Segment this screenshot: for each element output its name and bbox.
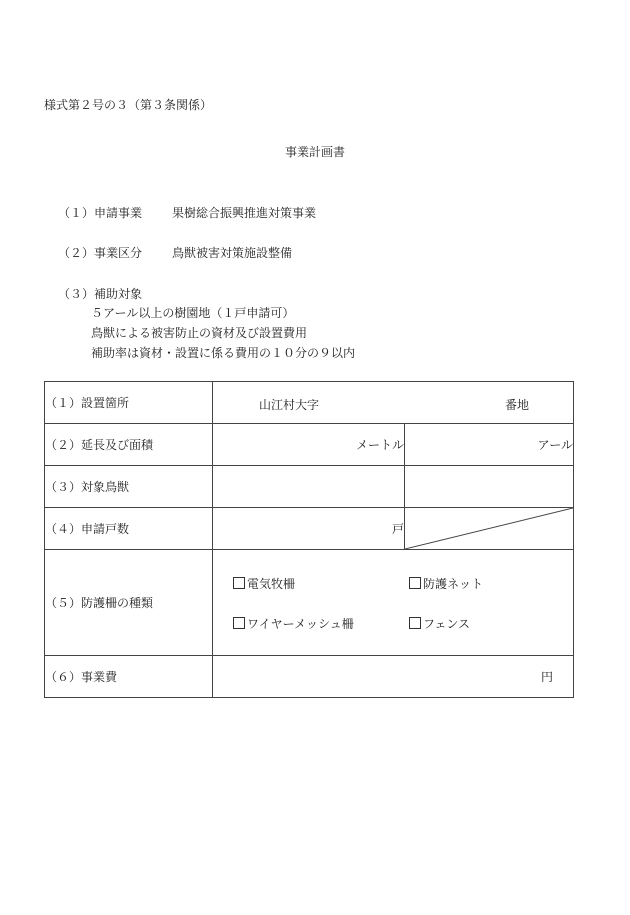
subsidy-target-line-2: 鳥獣による被害防止の資材及び設置費用 <box>91 326 308 340</box>
project-cost-label: （６）事業費 <box>45 656 213 698</box>
option-electric-fence[interactable] <box>233 575 295 592</box>
project-category-value: 鳥獣被害対策施設整備 <box>172 246 293 260</box>
banchi-label: 番地 <box>504 398 529 412</box>
form-number: 様式第２号の３（第３条関係） <box>44 98 213 112</box>
option-protective-net[interactable] <box>409 575 483 592</box>
household-unit: 戸 <box>391 522 404 536</box>
application-project-line <box>58 204 316 221</box>
checkbox-icon[interactable] <box>233 617 245 629</box>
checkbox-icon[interactable] <box>409 617 421 629</box>
are-unit: アール <box>537 438 573 452</box>
households-field[interactable] <box>213 508 405 550</box>
location-label: （１）設置箇所 <box>45 382 213 424</box>
subsidy-target-line-3: 補助率は資材・設置に係る費用の１０分の９以内 <box>91 346 356 360</box>
plan-table <box>44 381 574 698</box>
table-row <box>45 424 574 466</box>
location-field[interactable] <box>213 382 574 424</box>
checkbox-icon[interactable] <box>233 577 245 589</box>
table-row <box>45 466 574 508</box>
crossed-out-cell <box>405 508 574 550</box>
option-label: ワイヤーメッシュ柵 <box>247 616 354 631</box>
meter-unit: メートル <box>355 438 404 452</box>
households-label: （４）申請戸数 <box>45 508 213 550</box>
document-title: 事業計画書 <box>284 145 345 159</box>
table-row <box>45 508 574 550</box>
diagonal-line <box>405 508 573 549</box>
option-fence[interactable] <box>409 615 470 632</box>
yen-unit: 円 <box>540 670 553 684</box>
target-animals-extra-field[interactable] <box>405 466 574 508</box>
table-row <box>45 656 574 698</box>
fence-type-label: （５）防護柵の種類 <box>45 550 213 656</box>
option-label: 電気牧柵 <box>247 576 296 591</box>
village-label: 山江村大字 <box>259 398 320 412</box>
area-field[interactable] <box>405 424 574 466</box>
checkbox-icon[interactable] <box>409 577 421 589</box>
option-wire-mesh[interactable] <box>233 615 354 632</box>
length-area-label: （２）延長及び面積 <box>45 424 213 466</box>
application-project-value: 果樹総合振興推進対策事業 <box>172 206 317 220</box>
table-row <box>45 382 574 424</box>
option-label: フェンス <box>423 616 471 631</box>
target-animals-label: （３）対象鳥獣 <box>45 466 213 508</box>
project-category-label: （２）事業区分 <box>58 246 143 260</box>
application-project-label: （１）申請事業 <box>58 206 143 220</box>
subsidy-target-label: （３）補助対象 <box>58 287 143 301</box>
target-animals-field[interactable] <box>213 466 405 508</box>
project-cost-field[interactable] <box>213 656 574 698</box>
fence-type-options <box>213 550 574 656</box>
subsidy-target-line-1: ５アール以上の樹園地（１戸申請可） <box>91 306 295 320</box>
option-label: 防護ネット <box>423 576 484 591</box>
length-field[interactable] <box>213 424 405 466</box>
project-category-line <box>58 244 292 261</box>
table-row <box>45 550 574 656</box>
